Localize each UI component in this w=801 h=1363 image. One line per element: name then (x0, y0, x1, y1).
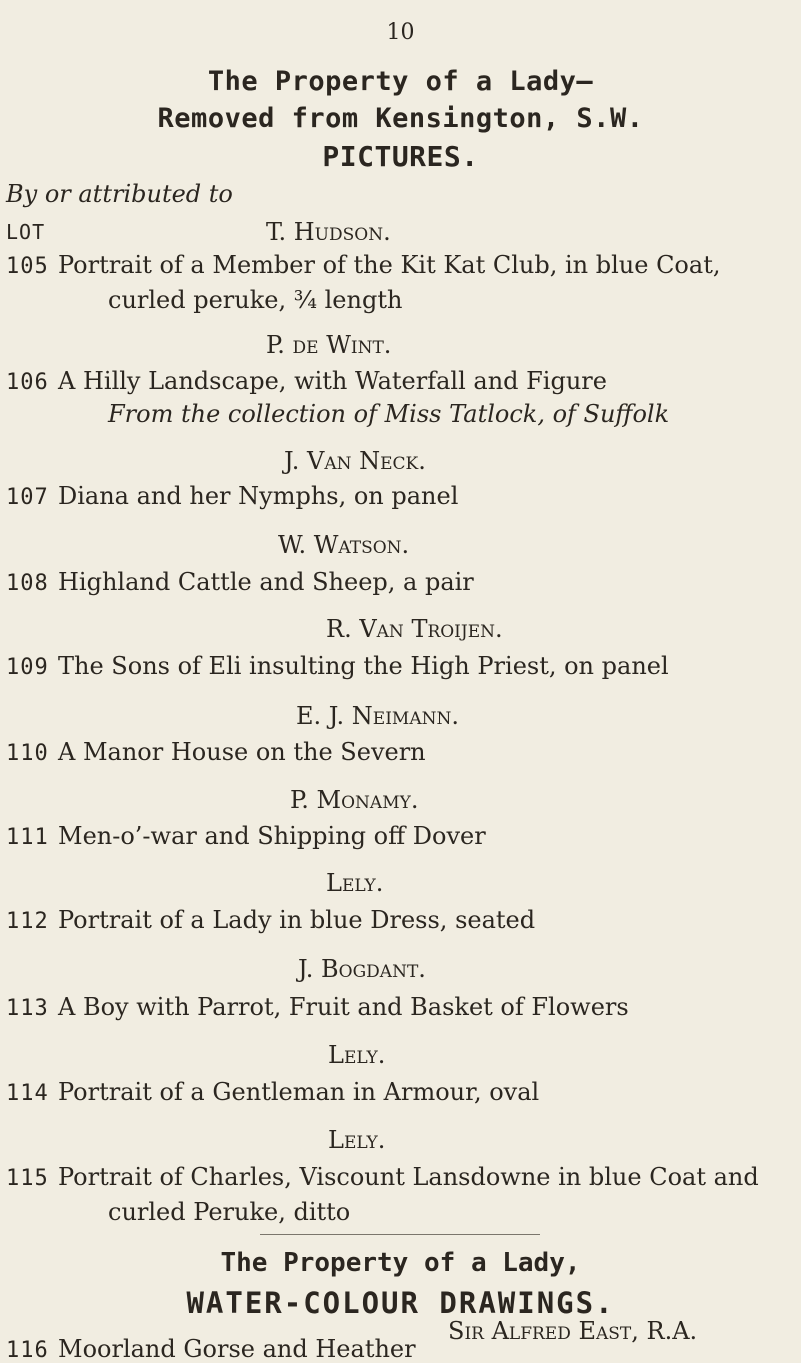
lot-description: Diana and her Nymphs, on panel (58, 482, 459, 510)
lot-description: Men-o’-war and Shipping off Dover (58, 822, 486, 850)
lot-number: 105 (6, 254, 49, 279)
lot-description: The Sons of Eli insulting the High Priest, on panel (58, 652, 669, 680)
removed-from-heading: Removed from Kensington, S.W. (157, 103, 644, 134)
lot-number: 108 (6, 571, 49, 596)
lot-description: A Manor House on the Severn (58, 738, 426, 766)
lot-artist: E. J. Neimann. (296, 702, 459, 730)
lot-description-continued: curled Peruke, ditto (108, 1198, 351, 1226)
lot-description: Moorland Gorse and Heather (58, 1335, 416, 1363)
lot-artist: J. Bogdant. (298, 955, 426, 983)
lot-description: A Hilly Landscape, with Waterfall and Figure (58, 367, 607, 395)
lot-artist: R. Van Troijen. (326, 615, 503, 643)
lot-number: 114 (6, 1081, 49, 1106)
lot-description: Portrait of a Member of the Kit Kat Club, in blue Coat, (58, 251, 721, 279)
lot-description: A Boy with Parrot, Fruit and Basket of Flowers (58, 993, 629, 1021)
lot-description: Portrait of a Lady in blue Dress, seated (58, 906, 536, 934)
lot-number: 115 (6, 1166, 49, 1191)
section-divider (260, 1234, 540, 1235)
property-heading: The Property of a Lady— (207, 66, 594, 97)
lot-number: 111 (6, 825, 49, 850)
lot-number: 110 (6, 741, 49, 766)
lot-number: 106 (6, 370, 49, 395)
lot-artist: P. Monamy. (290, 786, 419, 814)
lot-description: Portrait of a Gentleman in Armour, oval (58, 1078, 540, 1106)
lot-number: 107 (6, 485, 49, 510)
lot-number: 116 (6, 1338, 49, 1363)
section2-title: WATER-COLOUR DRAWINGS. (186, 1286, 615, 1320)
lot-number: 113 (6, 996, 49, 1021)
lot-artist: T. Hudson. (266, 218, 391, 246)
lot-description: Portrait of Charles, Viscount Lansdowne in blue Coat and (58, 1163, 759, 1191)
lot-provenance: From the collection of Miss Tatlock, of Suffolk (108, 400, 670, 428)
lot-column-header: LOT (6, 220, 46, 244)
section2-heading: The Property of a Lady, (220, 1248, 581, 1278)
lot-artist: Lely. (328, 1041, 386, 1069)
lot-artist: W. Watson. (278, 531, 410, 559)
lot-artist: J. Van Neck. (284, 447, 426, 475)
lot-description: Highland Cattle and Sheep, a pair (58, 568, 474, 596)
page-number: 10 (386, 20, 415, 45)
lot-artist: Lely. (328, 1126, 386, 1154)
section-title-pictures: PICTURES. (322, 140, 479, 173)
lot-number: 109 (6, 655, 49, 680)
lot-artist: P. de Wint. (266, 331, 392, 359)
byline: By or attributed to (6, 180, 233, 208)
lot-artist: Lely. (326, 869, 384, 897)
lot-number: 112 (6, 909, 49, 934)
lot-description-continued: curled peruke, ¾ length (108, 286, 403, 314)
lot-artist: Sir Alfred East, R.A. (448, 1317, 698, 1345)
